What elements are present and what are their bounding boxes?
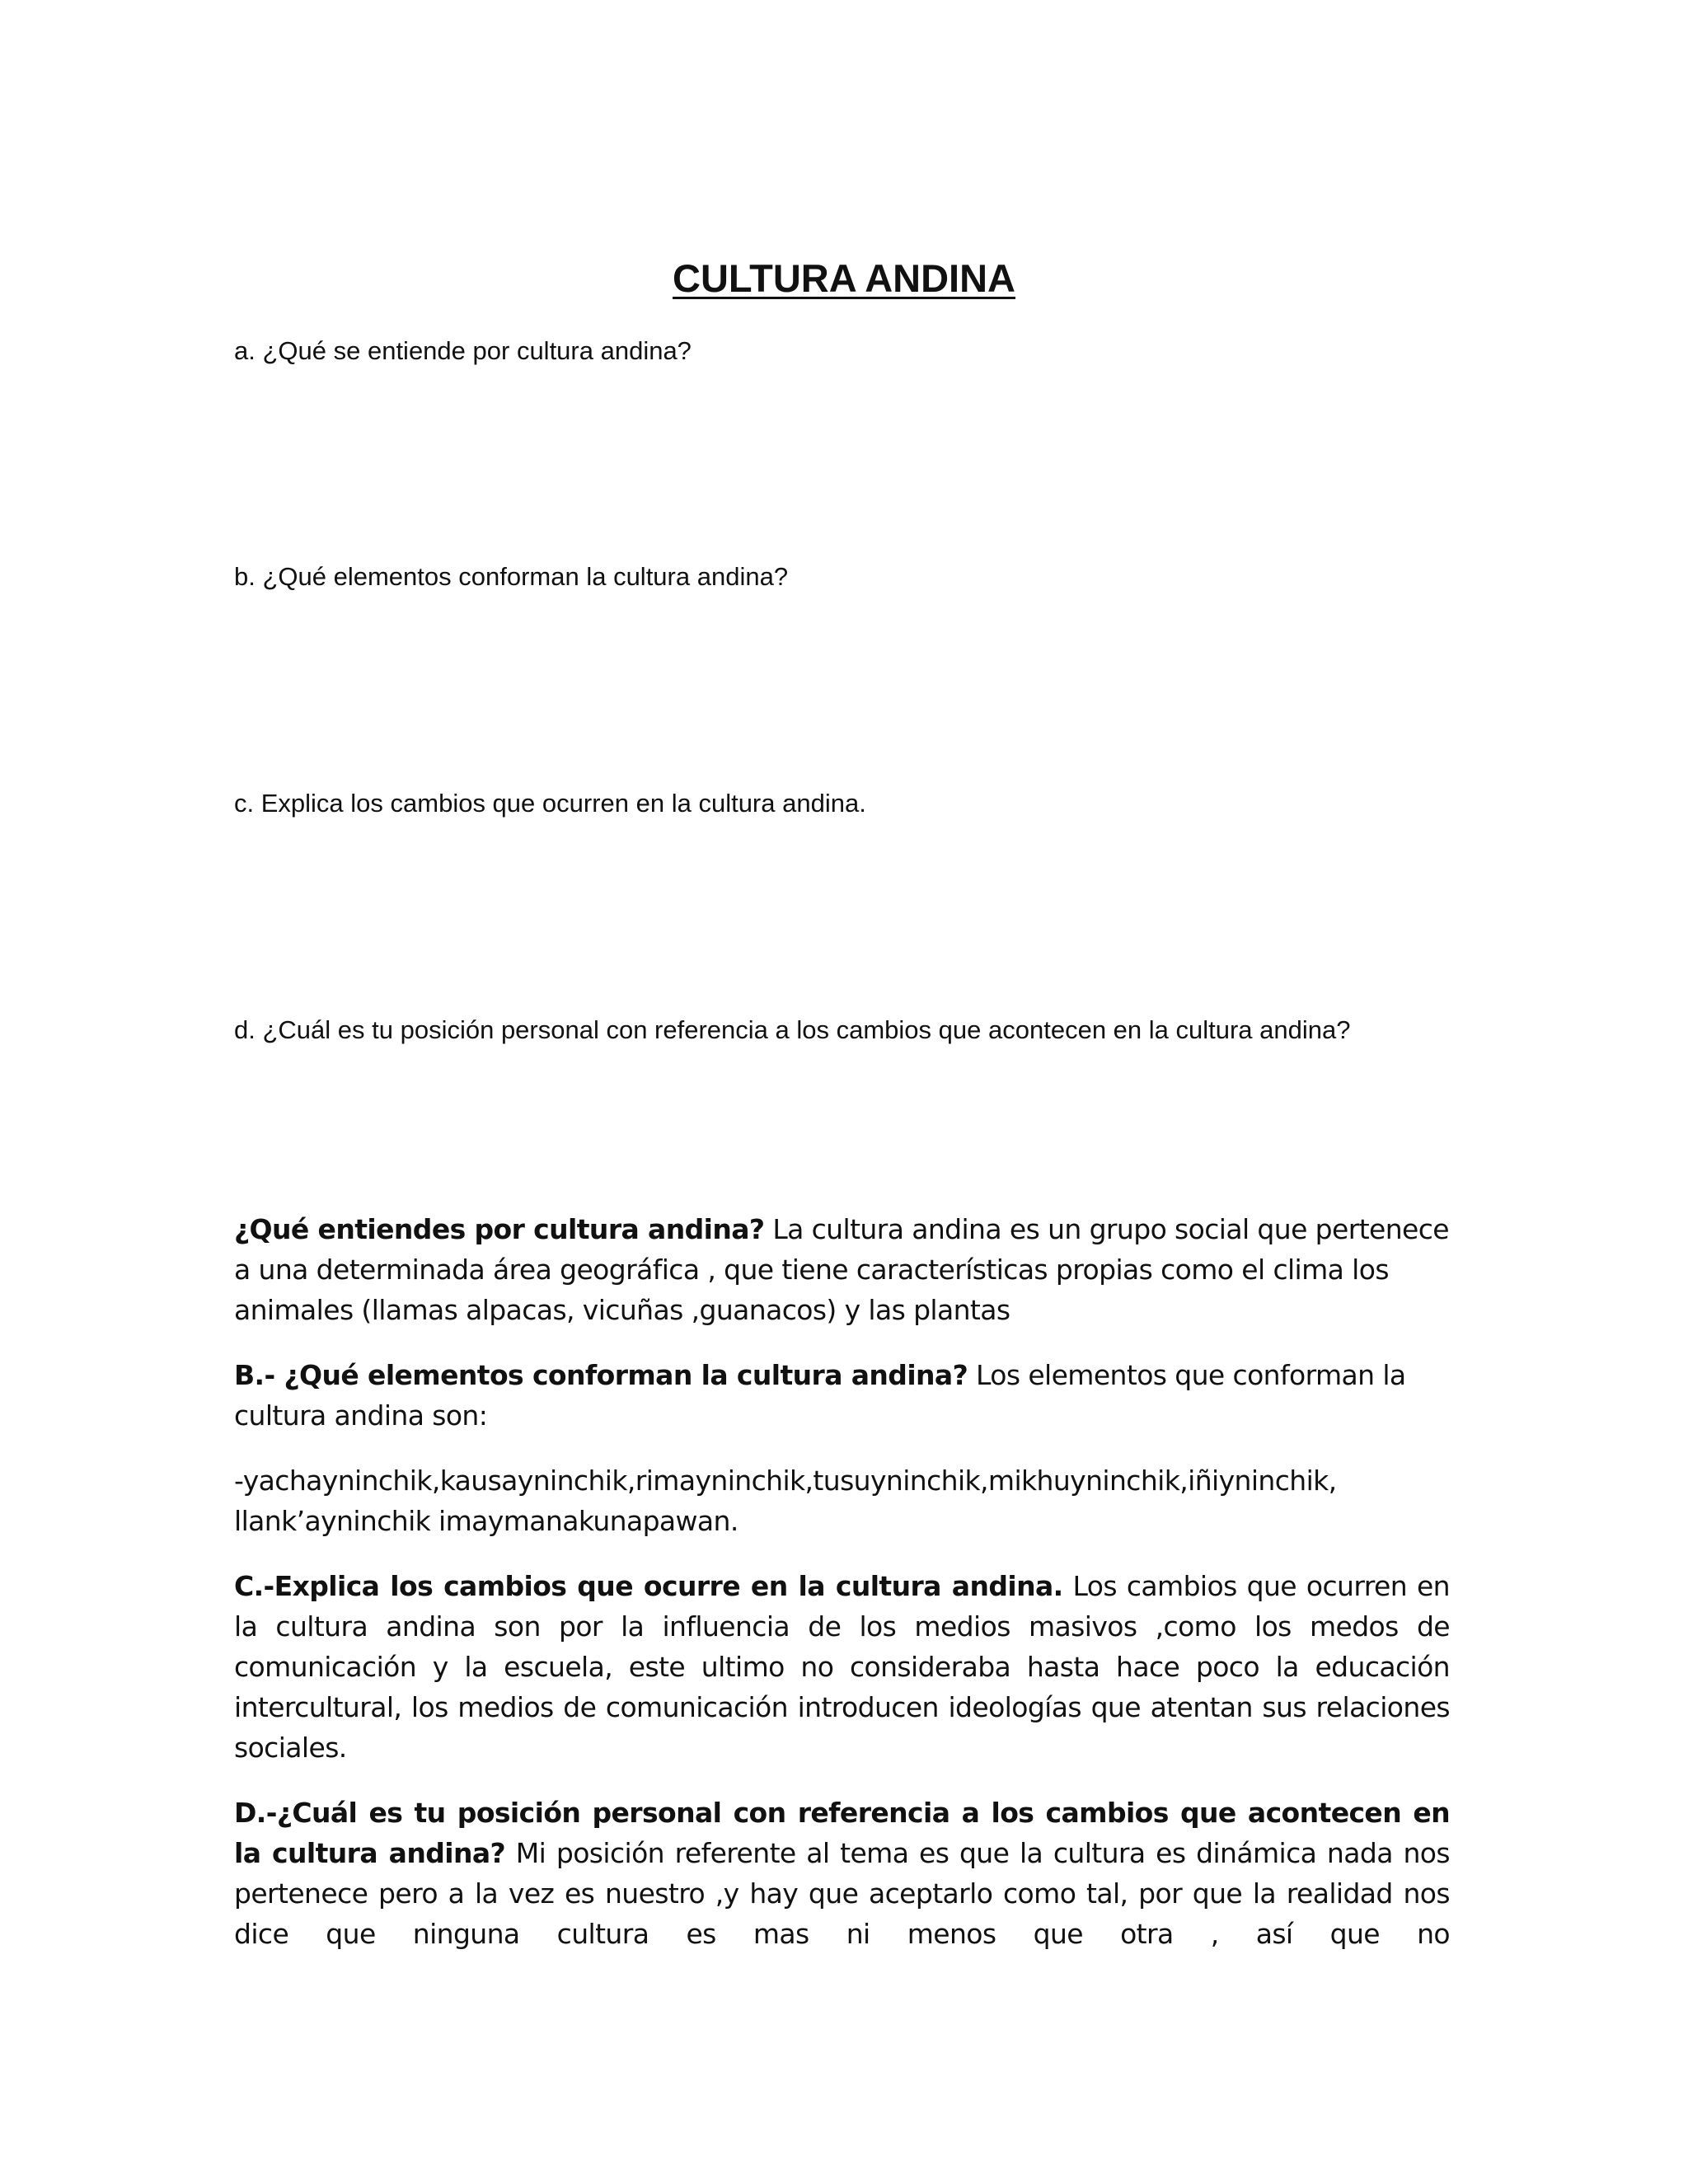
answers-section [234, 1209, 1450, 1954]
answer-d-text: Mi posición referente al tema es que la cultura es dinámica nada nos pertenece pero a la vez es nuestro ,y hay que aceptarlo como tal, por que la realidad nos dice que ninguna cultura es mas ni menos que otra , así que no [234, 1837, 1450, 1950]
question-c: c. Explica los cambios que ocurren en la cultura andina. [234, 789, 866, 818]
question-a: a. ¿Qué se entiende por cultura andina? [234, 336, 692, 365]
question-b: b. ¿Qué elementos conforman la cultura andina? [234, 562, 789, 591]
question-d: d. ¿Cuál es tu posición personal con referencia a los cambios que acontecen en la cultura andina? [234, 1015, 1351, 1044]
document-title: CULTURA ANDINA [673, 256, 1015, 300]
answer-c-heading: C.-Explica los cambios que ocurre en la cultura andina. [234, 1570, 1063, 1602]
answer-a [234, 1209, 1450, 1330]
answer-c-text: Los cambios que ocurren en la cultura andina son por la influencia de los medios masivos ,como los medos de comunicación y la escuela, este ultimo no consideraba hasta hace poco la educación intercultural, los medios de comunicación introducen ideologías que atentan sus relaciones sociales. [234, 1570, 1450, 1764]
answer-c [234, 1566, 1450, 1768]
answer-b-list: -yachayninchik,kausayninchik,rimayninchik,tusuyninchik,mikhuyninchik,iñiyninchik, llank’ayninchik imaymanakunapawan. [234, 1465, 1337, 1537]
answer-b-text: Los elementos que conforman la cultura andina son: [234, 1359, 1406, 1432]
answer-b [234, 1355, 1450, 1436]
answer-b-heading: B.- ¿Qué elementos conforman la cultura andina? [234, 1359, 968, 1391]
answer-d [234, 1793, 1450, 1954]
answer-d-heading: D.-¿Cuál es tu posición personal con referencia a los cambios que acontecen en la cultura andina? [234, 1797, 1450, 1869]
answer-a-text: La cultura andina es un grupo social que pertenece a una determinada área geográfica , que tiene características propias como el clima los animales (llamas alpacas, vicuñas ,guanacos) y las plantas [234, 1213, 1449, 1326]
answer-a-heading: ¿Qué entiendes por cultura andina? [234, 1213, 765, 1245]
